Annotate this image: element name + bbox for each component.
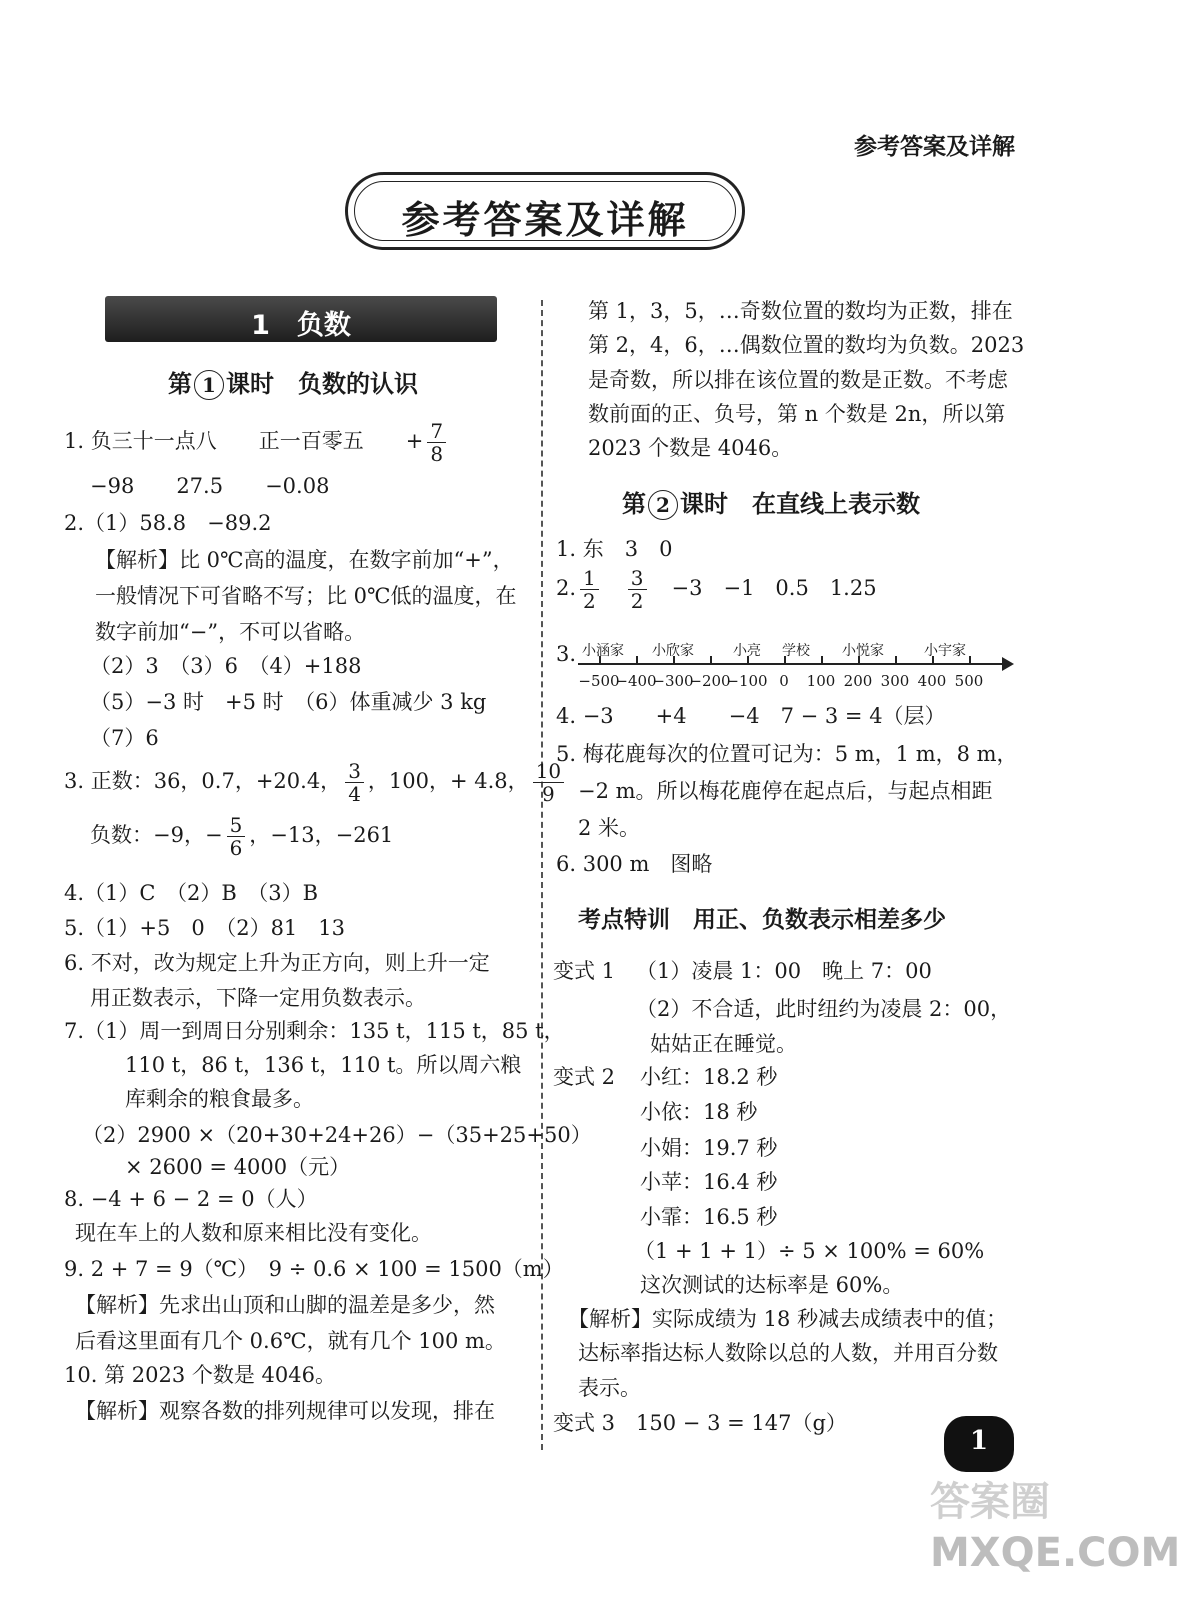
q10-line2: 【解析】观察各数的排列规律可以发现，排在 [75,1399,495,1423]
number-line [553,636,1013,696]
q4: 4.（1）C （2）B （3）B [64,881,319,905]
v2-line3: 小娟：19.7 秒 [640,1136,778,1160]
page-title: 参考答案及详解 [401,197,689,242]
v1-line3: 姑姑正在睡觉。 [650,1032,797,1056]
v2-label: 变式 2 [553,1065,616,1089]
r-q5-line2: −2 m。所以梅花鹿停在起点后，与起点相距 [578,779,993,803]
title-box [345,172,745,250]
v2-line6: （1 + 1 + 1）÷ 5 × 100% = 60% [634,1239,985,1263]
r-q4: 4. −3 +4 −4 7 − 3 = 4（层） [556,704,946,728]
fraction: $\frac{7}{8}$ [427,420,446,465]
watermark-logo: 答案圈 [930,1479,1050,1525]
q9-line1: 9. 2 + 7 = 9（℃） 9 ÷ 0.6 × 100 = 1500（m） [64,1257,564,1281]
q3-positive: 3. 正数：36，0.7，+20.4， $\frac{3}{4}$ ，100，+ 4.8， $\frac{10}{9}$ [64,760,568,805]
q7-line5: × 2600 = 4000（元） [125,1155,351,1179]
special-heading: 考点特训 用正、负数表示相差多少 [578,906,946,933]
r-q1: 1. 东 3 0 [556,537,673,561]
v2-line4: 小苹：16.4 秒 [640,1170,778,1194]
q7-line1: 7.（1）周一到周日分别剩余：135 t，115 t，85 t， [64,1019,565,1043]
r-q6: 6. 300 m 图略 [556,852,713,876]
r-q2: 2. $\frac{1}{2}$ $\frac{3}{2}$ −3 −1 0.5 1.25 [556,566,877,613]
v2-line5: 小霏：16.5 秒 [640,1205,778,1229]
q6-line1: 6. 不对，改为规定上升为正方向，则上升一定 [64,951,490,975]
nl-label: 小亮 [733,643,761,659]
chapter-title: 1 负数 [251,310,351,341]
nl-tick-label: −400 [615,672,657,690]
v2-analysis-2: 达标率指达标人数除以总的人数，并用百分数 [578,1341,998,1365]
q5: 5.（1）+5 0 （2）81 13 [64,916,346,940]
q7-line4: （2）2900 ×（20+30+24+26）−（35+25+50） [82,1123,592,1147]
q10-cont-3: 是奇数，所以排在该位置的数是正数。不考虑 [588,368,1008,392]
v2-analysis-1: 【解析】实际成绩为 18 秒减去成绩表中的值； [568,1307,1008,1331]
q7-line2: 110 t，86 t，136 t，110 t。所以周六粮 [125,1053,522,1077]
nl-label: 小悦家 [842,643,884,659]
v1-label: 变式 1 [553,959,616,983]
q2-line-c: （5）−3 时 +5 时 （6）体重减少 3 kg [90,690,487,714]
q8-line1: 8. −4 + 6 − 2 = 0（人） [64,1187,318,1211]
chapter-banner [105,296,497,342]
page-number: 1 [969,1426,989,1456]
nl-tick-label: 300 [880,672,910,690]
q10-cont-4: 数前面的正、负号，第 n 个数是 2n，所以第 [588,402,1006,426]
nl-tick-label: 500 [954,672,984,690]
nl-label: 小涵家 [582,643,624,659]
nl-label: 小欣家 [652,643,694,659]
nl-label: 学校 [782,643,810,659]
q2-analysis-1: 【解析】比 0℃高的温度，在数字前加“+”， [95,548,514,572]
page-number-badge [944,1416,1014,1472]
q9-line2: 【解析】先求出山顶和山脚的温差是多少，然 [75,1293,495,1317]
arrow-right-icon [1002,657,1014,671]
q2-line-d: （7）6 [90,726,159,750]
q1-line1: 1. 负三十一点八 正一百零五 + $\frac{7}{8}$ [64,420,450,465]
q10-cont-2: 第 2，4，6，…偶数位置的数均为负数。2023 [588,333,1025,357]
nl-tick-label: −300 [652,672,694,690]
q2-analysis-2: 一般情况下可省略不写；比 0℃低的温度，在 [95,584,517,608]
watermark-url: MXQE.COM [930,1530,1180,1576]
nl-tick-label: −500 [578,672,620,690]
v2-line1: 小红：18.2 秒 [640,1065,778,1089]
nl-tick-label: 100 [806,672,836,690]
r-q5-line1: 5. 梅花鹿每次的位置可记为：5 m，1 m，8 m， [556,742,1018,766]
lesson1-heading: 第 1 课时 负数的认识 [168,369,418,398]
q10-line1: 10. 第 2023 个数是 4046。 [64,1363,336,1387]
nl-tick-label: 200 [843,672,873,690]
nl-tick-label: −200 [689,672,731,690]
q2-analysis-3: 数字前加“−”，不可以省略。 [95,620,366,644]
v1-line1: （1）凌晨 1：00 晚上 7：00 [636,959,932,983]
q6-line2: 用正数表示，下降一定用负数表示。 [90,986,426,1010]
q1-line2: −98 27.5 −0.08 [90,474,330,498]
q2-line1: 2.（1）58.8 −89.2 [64,511,272,535]
q2-line-b: （2）3 （3）6 （4）+188 [90,654,362,678]
v2-analysis-3: 表示。 [578,1376,641,1400]
q10-cont-1: 第 1，3，5，…奇数位置的数均为正数，排在 [588,299,1013,323]
nl-label: 小宇家 [924,643,966,659]
q9-line3: 后看这里面有几个 0.6℃，就有几个 100 m。 [75,1329,506,1353]
q8-line2: 现在车上的人数和原来相比没有变化。 [75,1221,432,1245]
q3-negative: 负数：−9，− $\frac{5}{6}$ ，−13，−261 [90,813,394,860]
v3: 变式 3 150 − 3 = 147（g） [553,1411,847,1435]
nl-tick-label: 400 [917,672,947,690]
q10-cont-5: 2023 个数是 4046。 [588,436,793,460]
v2-line7: 这次测试的达标率是 60%。 [640,1273,904,1297]
v1-line2: （2）不合适，此时纽约为凌晨 2：00， [636,997,1012,1021]
nl-tick-label: −100 [726,672,768,690]
r-q3-label: 3. [556,642,577,666]
r-q5-line3: 2 米。 [578,816,641,840]
v2-line2: 小依：18 秒 [640,1100,758,1124]
nl-tick-label: 0 [779,672,789,690]
q7-line3: 库剩余的粮食最多。 [125,1087,314,1111]
lesson2-heading: 第 2 课时 在直线上表示数 [622,489,920,518]
running-header: 参考答案及详解 [854,133,1015,160]
